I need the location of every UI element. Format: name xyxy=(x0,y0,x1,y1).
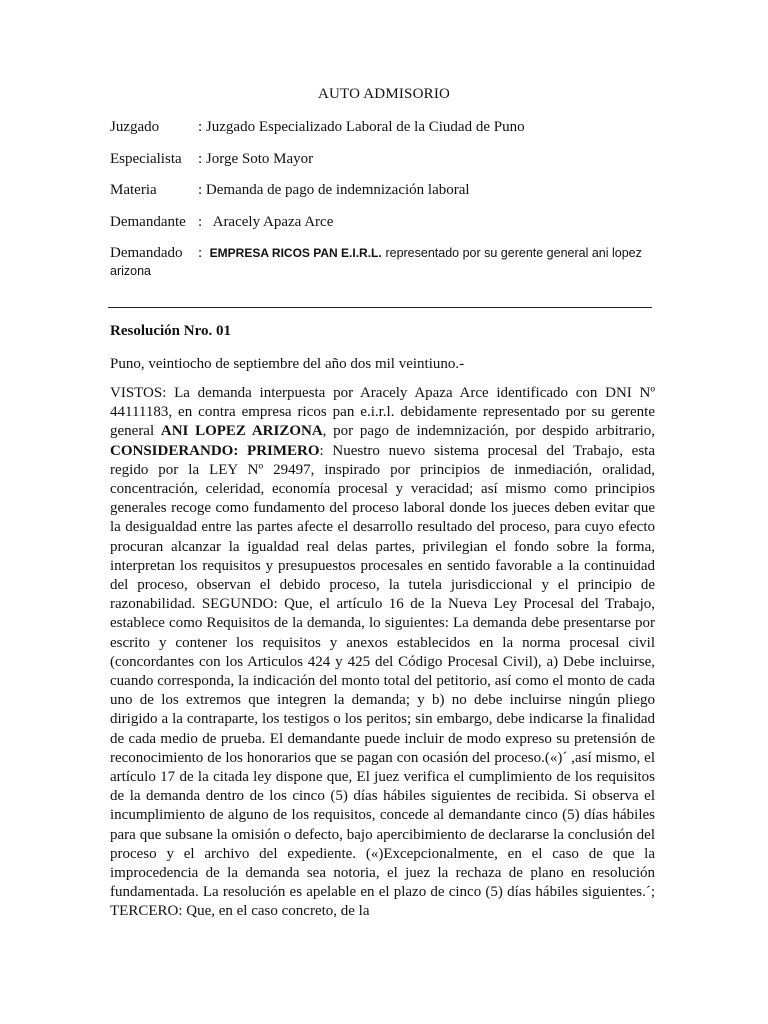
resolution-heading: Resolución Nro. 01 xyxy=(110,323,231,339)
considerando-heading: CONSIDERANDO: PRIMERO xyxy=(110,442,320,459)
demandante-separator: : xyxy=(198,214,203,230)
demandado-label: Demandado xyxy=(110,245,183,261)
juzgado-label: Juzgado xyxy=(110,119,160,135)
header-divider xyxy=(108,307,652,308)
header-row-demandado xyxy=(110,244,655,280)
body-name-bold: ANI LOPEZ ARIZONA xyxy=(160,423,323,440)
juzgado-value: Juzgado Especializado Laboral de la Ciudad de Puno xyxy=(205,119,525,135)
materia-separator: : xyxy=(198,182,203,198)
demandante-value: Aracely Apaza Arce xyxy=(212,214,334,230)
date-line: Puno, veintiocho de septiembre del año dos mil veintiuno.- xyxy=(110,356,465,372)
body-text-part2: , por pago de indemnización, por despido arbitrario, xyxy=(322,423,655,440)
demandado-company: EMPRESA RICOS PAN E.I.R.L. xyxy=(209,246,382,260)
header-row-juzgado xyxy=(110,118,525,136)
materia-value: Demanda de pago de indemnización laboral xyxy=(205,182,470,198)
especialista-separator: : xyxy=(198,151,203,167)
document-title: AUTO ADMISORIO xyxy=(317,86,451,102)
especialista-value: Jorge Soto Mayor xyxy=(205,151,314,167)
body-text-part3: : Nuestro nuevo sistema procesal del Trabajo, esta regido por la LEY Nº 29497, inspirado por principios de inmediación, oralidad, concentración, celeridad, economía procesal y veracidad; así mismo como principios generales recoge como fundamento del proceso laboral donde los jueces deben evitar que la desigualdad entre las partes afecte el desarrollo resultado del proceso, para cuyo efecto procuran alcanzar la igualdad real delas partes, privilegian el fondo sobre la forma, interpretan los requisitos y presupuestos procesales en sentido favorable a la continuidad del proceso, observan el debido proceso, la tutela jurisdiccional y el principio de razonabilidad. SEGUNDO: Que, el artículo 16 de la Nueva Ley Procesal del Trabajo, establece como Requisitos de la demanda, lo siguientes: La demanda debe presentarse por escrito y contener los requisitos y anexos establecidos en la norma procesal civil (concordantes con los Articulos 424 y 425 del Código Procesal Civil), a) Debe incluirse, cuando corresponda, la indicación del monto total del petitorio, así como el monto de cada uno de los extremos que integren la demanda; y b) no debe incluirse ningún pliego dirigido a la contraparte, los testigos o los peritos; sin embargo, debe indicarse la finalidad de cada medio de prueba. El demandante puede incluir de modo expreso su pretensión de reconocimiento de los honorarios que se pagan con ocasión del proceso.(«)´ ,así mismo, el artículo 17 de la citada ley dispone que, El juez verifica el cumplimiento de los requisitos de la demanda dentro de los cinco (5) días hábiles siguientes de recibida. Si observa el incumplimiento de alguno de los requisitos, concede al demandante cinco (5) días hábiles para que subsane la omisión o defecto, bajo apercibimiento de declararse la conclusión del proceso y el archivo del expediente. («)Excepcionalmente, en el caso de que la improcedencia de la demanda sea notoria, el juez la rechaza de plano en resolución fundamentada. La resolución es apelable en el plazo de cinco (5) días hábiles siguientes.´; TERCERO: Que, en el caso concreto, de la xyxy=(110,442,655,920)
especialista-label: Especialista xyxy=(110,151,182,167)
demandado-separator: : xyxy=(198,245,203,261)
header-row-especialista xyxy=(110,150,313,168)
juzgado-separator: : xyxy=(198,119,203,135)
demandante-label: Demandante xyxy=(110,214,186,230)
body-paragraph xyxy=(110,384,655,922)
header-row-materia xyxy=(110,181,470,199)
header-row-demandante xyxy=(110,213,333,231)
materia-label: Materia xyxy=(110,182,157,198)
body-text-part1: VISTOS: La demanda interpuesta por Aracely Apaza Arce identificado con DNI Nº 44111183, en contra empresa ricos pan e.i.r.l. debidamente representado por su gerente general xyxy=(110,385,655,440)
demandado-representative: representado por su gerente general ani lopez arizona xyxy=(110,246,642,278)
